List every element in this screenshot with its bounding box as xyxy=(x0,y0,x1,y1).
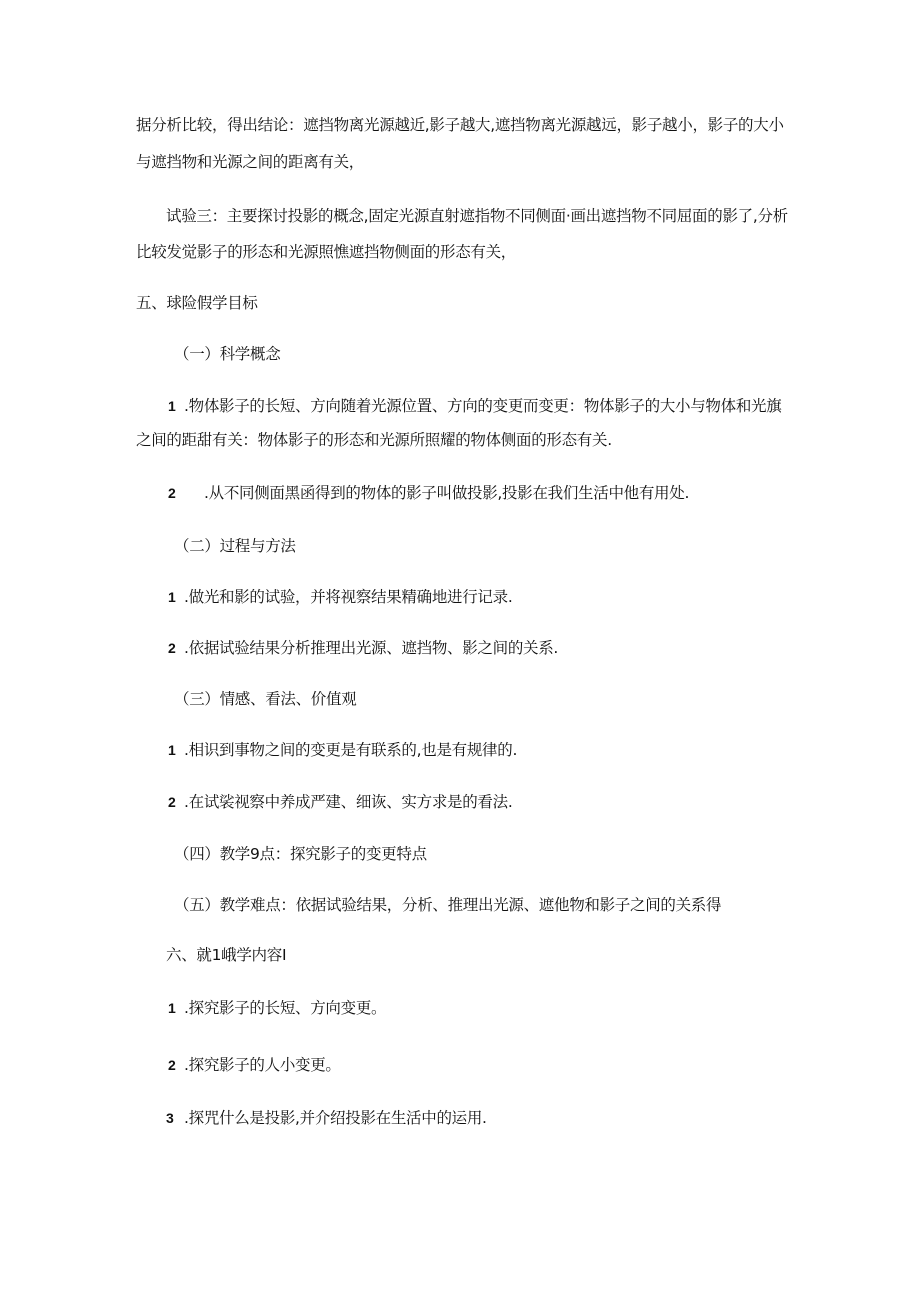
process-item-1: .做光和影的试验，并将视察结果精确地进行记录. xyxy=(184,588,513,606)
list-item-number: 2 xyxy=(168,1057,176,1073)
list-item-number: 1 xyxy=(168,589,176,605)
section-5-heading: 五、球险假学目标 xyxy=(136,294,258,312)
teaching-key-point: （四）教学9点：探究影子的变更特点 xyxy=(174,845,427,863)
list-item-number: 2 xyxy=(168,640,176,656)
subsection-process-methods-heading: （二）过程与方法 xyxy=(174,537,296,555)
content-item-1: .探究影子的长短、方向变更。 xyxy=(184,999,387,1017)
experiment-3-paragraph-line-2: 比较发觉影子的形态和光源照憔遮挡物侧面的形态有关， xyxy=(136,243,517,261)
list-item-number: 2 xyxy=(168,794,176,810)
teaching-difficulty: （五）教学难点：依据试验结果，分析、推理出光源、遮他物和影子之间的关系得 xyxy=(174,896,722,914)
science-concept-item-1-line-1: .物体影子的长短、方向随着光源位置、方向的变更而变更：物体影子的大小与物体和光旗 xyxy=(184,397,782,415)
list-item-number: 1 xyxy=(168,742,176,758)
section-6-heading: 六、就1峨学内容I xyxy=(166,946,287,964)
subsection-values-heading: （三）情感、看法、价值观 xyxy=(174,690,357,708)
analysis-paragraph-line-1: 据分析比较，得出结论：遮挡物离光源越近,影子越大,遮挡物离光源越远，影子越小，影子的大小 xyxy=(136,116,784,134)
list-item-number: 2 xyxy=(168,485,176,501)
list-item-number: 3 xyxy=(166,1110,174,1126)
analysis-paragraph-line-2: 与遮挡物和光源之间的距离有关， xyxy=(136,153,365,171)
subsection-science-concepts-heading: （一）科学概念 xyxy=(174,345,281,363)
content-item-3: .探咒什么是投影,并介绍投影在生活中的运用. xyxy=(184,1109,487,1127)
science-concept-item-1-line-2: 之间的距甜有关：物体影子的形态和光源所照耀的物体侧面的形态有关. xyxy=(136,431,612,449)
list-item-number: 1 xyxy=(168,398,176,414)
experiment-3-paragraph-line-1: 试验三：主要探讨投影的概念,固定光源直射遮指物不同侧面·画出遮挡物不同屈面的影了,分析 xyxy=(166,207,788,225)
values-item-2: .在试裟视察中养成严建、细诙、实方求是的看法. xyxy=(184,793,513,811)
process-item-2: .依据试验结果分析推理出光源、遮挡物、影之间的关系. xyxy=(184,639,559,657)
science-concept-item-2: .从不同侧面黑函得到的物体的影子叫做投影,投影在我们生活中他有用处. xyxy=(204,484,690,502)
content-item-2: .探究影子的人小变更。 xyxy=(184,1056,341,1074)
values-item-1: .相识到事物之间的变更是有联系的,也是有规律的. xyxy=(184,741,518,759)
list-item-number: 1 xyxy=(168,1000,176,1016)
